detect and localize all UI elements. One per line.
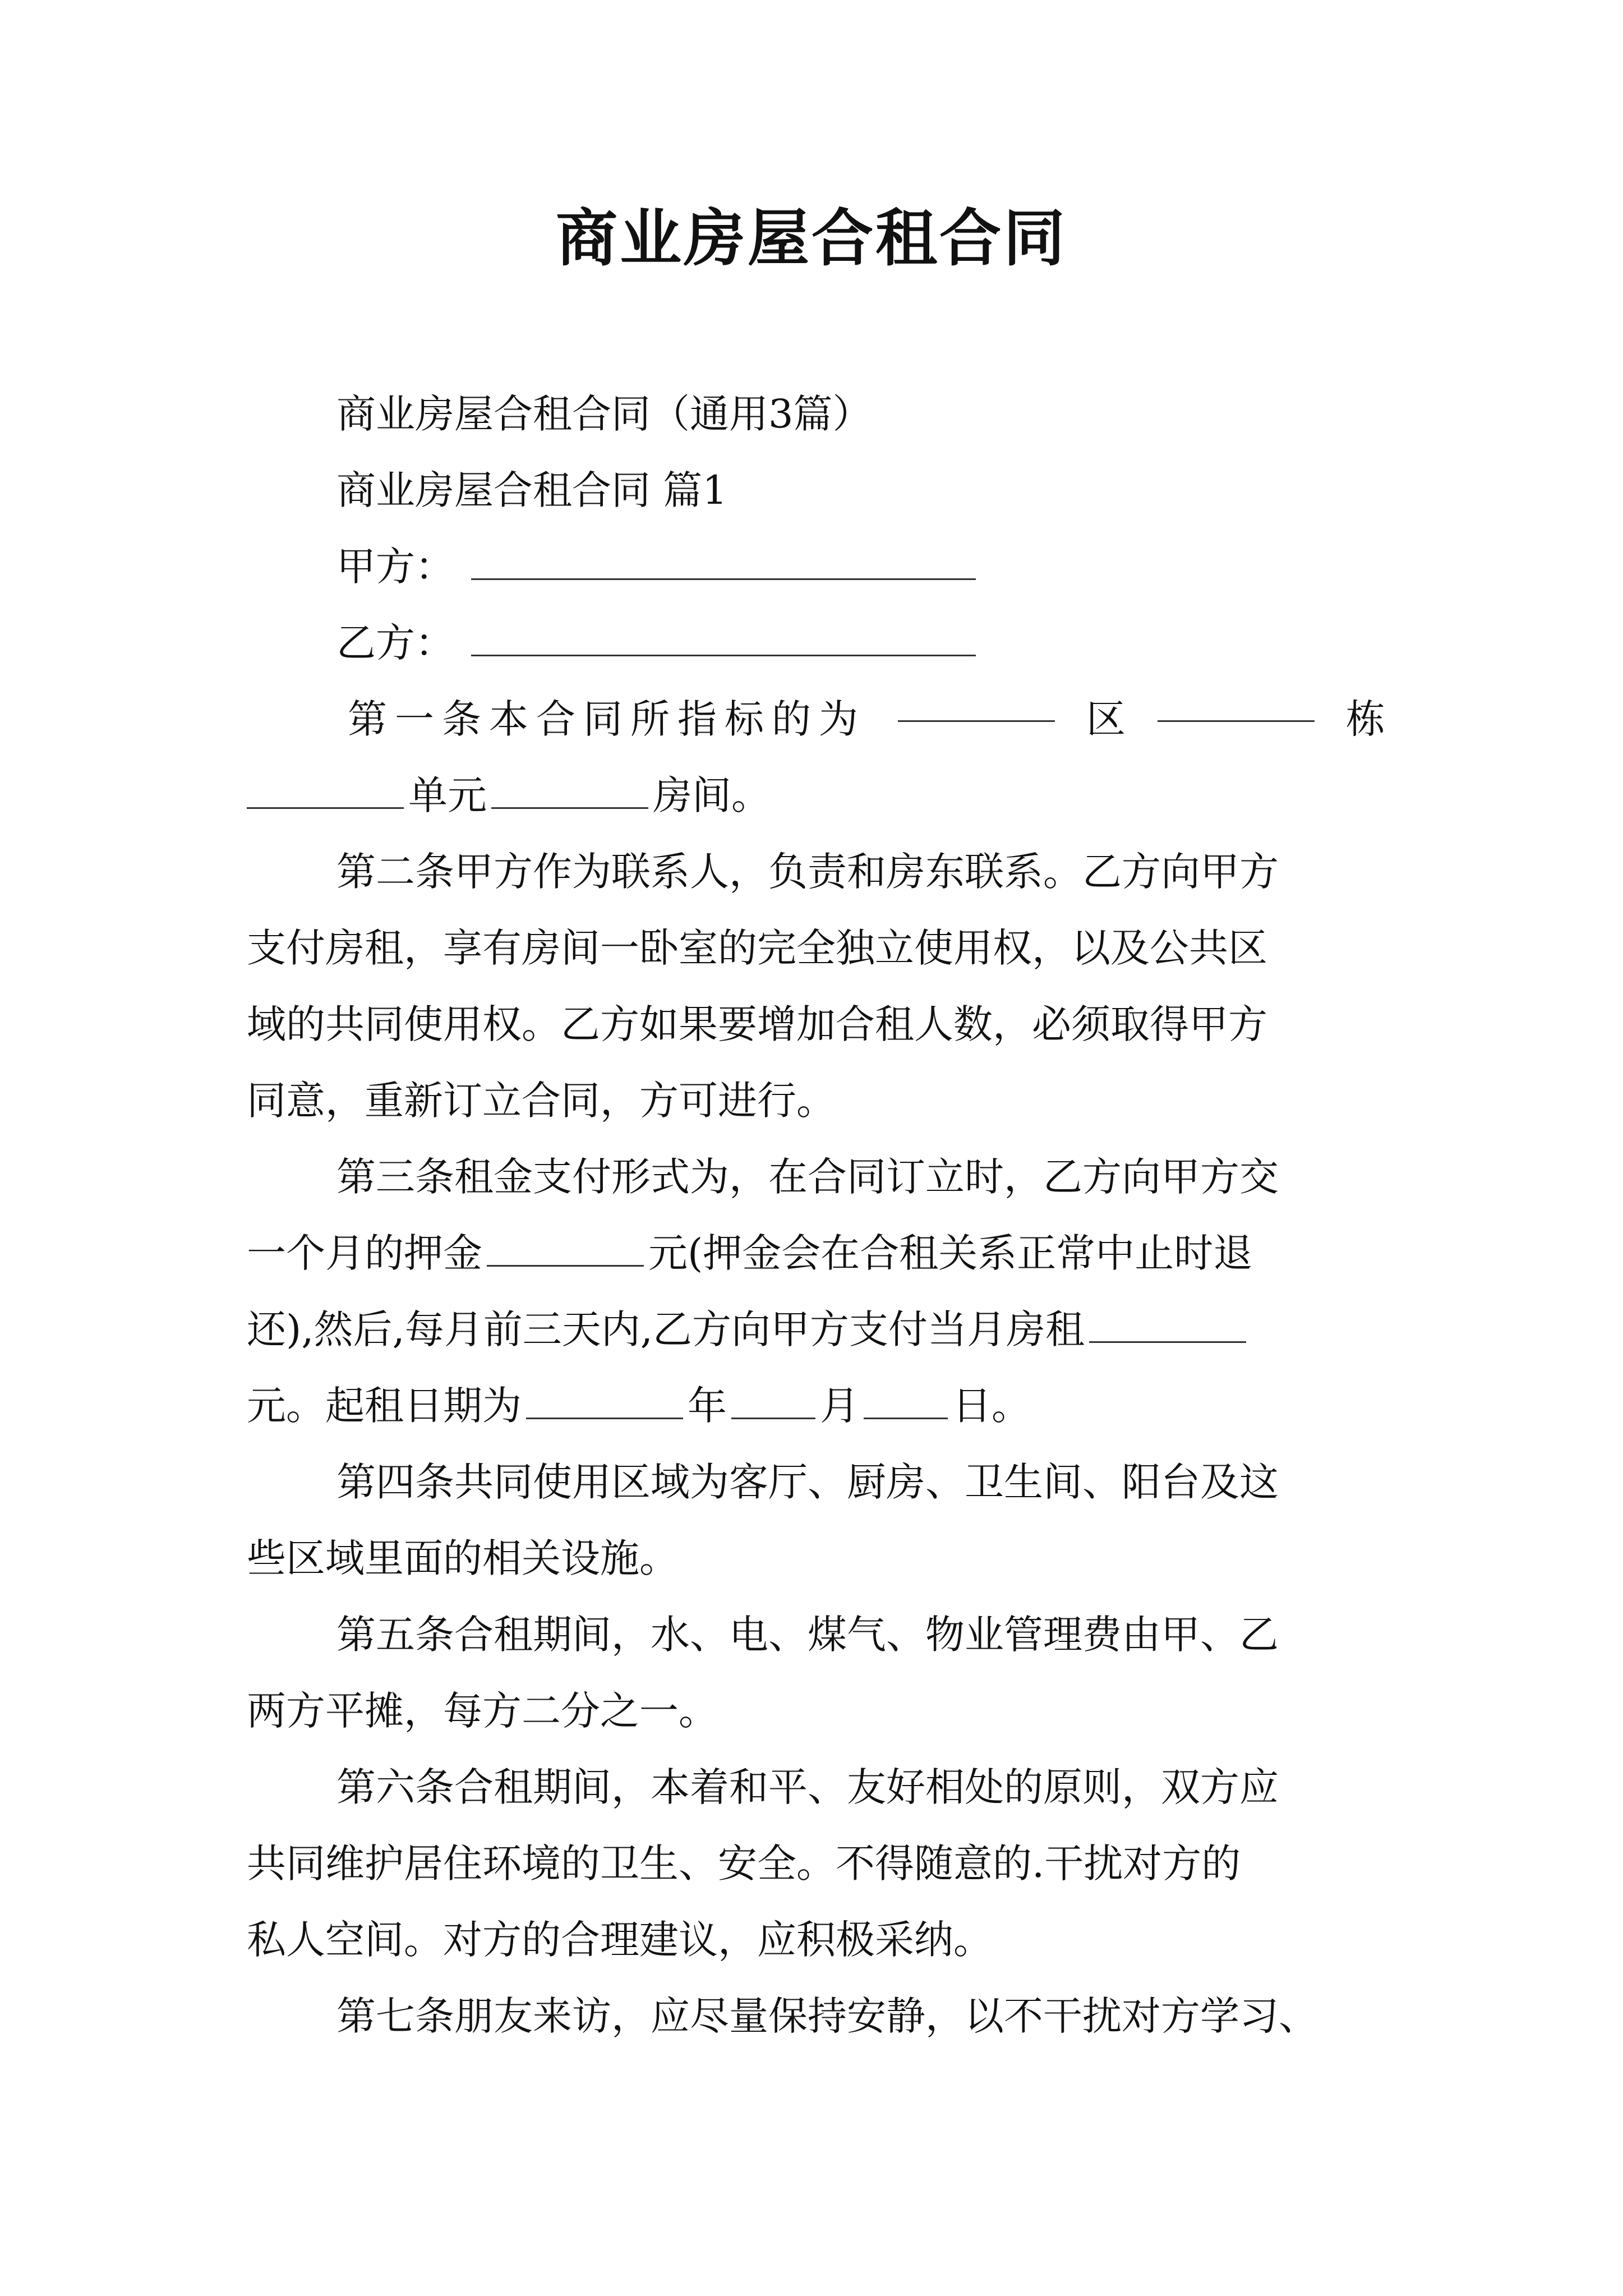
- article-2-line-3: 域的共同使用权。乙方如果要增加合租人数，必须取得甲方: [247, 1001, 1267, 1047]
- party-b-blank: [471, 615, 976, 656]
- document-title: 商业房屋合租合同: [556, 202, 1067, 274]
- article-3-blank-day: [864, 1378, 948, 1419]
- article-3-text-rent: 还),然后,每月前三天内,乙方向甲方支付当月房租: [247, 1306, 1085, 1352]
- party-a-label: 甲方：: [336, 544, 454, 590]
- article-3-text-year: 年: [688, 1383, 727, 1429]
- article-1-text-d: 单元: [408, 772, 487, 818]
- article-5-line-2: 两方平摊，每方二分之一。: [247, 1688, 718, 1734]
- article-1-text-e: 房间。: [653, 772, 771, 818]
- article-1-line-1: [247, 681, 1385, 757]
- article-2-line-4: 同意，重新订立合同，方可进行。: [247, 1078, 836, 1124]
- party-a-blank: [471, 539, 976, 580]
- article-1-text-c: 栋: [1346, 696, 1385, 742]
- article-3-blank-year: [526, 1378, 683, 1419]
- article-3-text-month: 月: [820, 1383, 859, 1429]
- article-3-blank-month: [731, 1378, 815, 1419]
- article-5-line-1: 第五条合租期间，水、电、煤气、物业管理费由甲、乙: [336, 1612, 1279, 1658]
- article-4-line-1: 第四条共同使用区域为客厅、厨房、卫生间、阳台及这: [336, 1459, 1279, 1505]
- article-3-line-3: [247, 1291, 1385, 1368]
- article-1-blank-building: [1158, 681, 1315, 722]
- part-heading: 商业房屋合租合同 篇1: [336, 467, 727, 513]
- article-6-line-1: 第六条合租期间，本着和平、友好相处的原则，双方应: [336, 1764, 1279, 1810]
- article-3-blank-rent: [1089, 1302, 1246, 1343]
- article-1-blank-room: [491, 768, 648, 809]
- document-body: [247, 376, 1385, 2054]
- article-1-line-2: [247, 757, 1385, 834]
- article-3-line-2: [247, 1215, 1385, 1291]
- article-1-text-a: 第一条本合同所指标的为: [348, 696, 866, 742]
- party-a-line: [247, 528, 1385, 605]
- article-4-line-2: 些区域里面的相关设施。: [247, 1535, 679, 1581]
- party-b-line: [247, 605, 1385, 681]
- article-6-line-3: 私人空间。对方的合理建议，应积极采纳。: [247, 1917, 993, 1963]
- article-3-text-deposit: 一个月的押金: [247, 1230, 482, 1276]
- article-3-text-day: 日。: [952, 1383, 1031, 1429]
- subtitle: 商业房屋合租合同（通用3篇）: [336, 391, 872, 437]
- article-3-line-4: [247, 1368, 1385, 1444]
- party-b-label: 乙方：: [336, 620, 454, 666]
- article-1-blank-district: [898, 681, 1055, 722]
- article-1-text-b: 区: [1086, 696, 1126, 742]
- article-7-line-1: 第七条朋友来访，应尽量保持安静，以不干扰对方学习、: [336, 1993, 1318, 2039]
- article-3-text-deposit-note: 元(押金会在合租关系正常中止时退: [648, 1230, 1253, 1276]
- article-2-line-1: 第二条甲方作为联系人，负责和房东联系。乙方向甲方: [336, 849, 1279, 895]
- article-3-text-start: 元。起租日期为: [247, 1383, 522, 1429]
- article-3-line-1: 第三条租金支付形式为，在合同订立时，乙方向甲方交: [336, 1154, 1279, 1200]
- article-3-blank-deposit: [487, 1226, 644, 1267]
- article-2-line-2: 支付房租，享有房间一卧室的完全独立使用权，以及公共区: [247, 925, 1267, 971]
- article-6-line-2: 共同维护居住环境的卫生、安全。不得随意的.干扰对方的: [247, 1841, 1241, 1887]
- article-1-blank-unit: [247, 768, 404, 809]
